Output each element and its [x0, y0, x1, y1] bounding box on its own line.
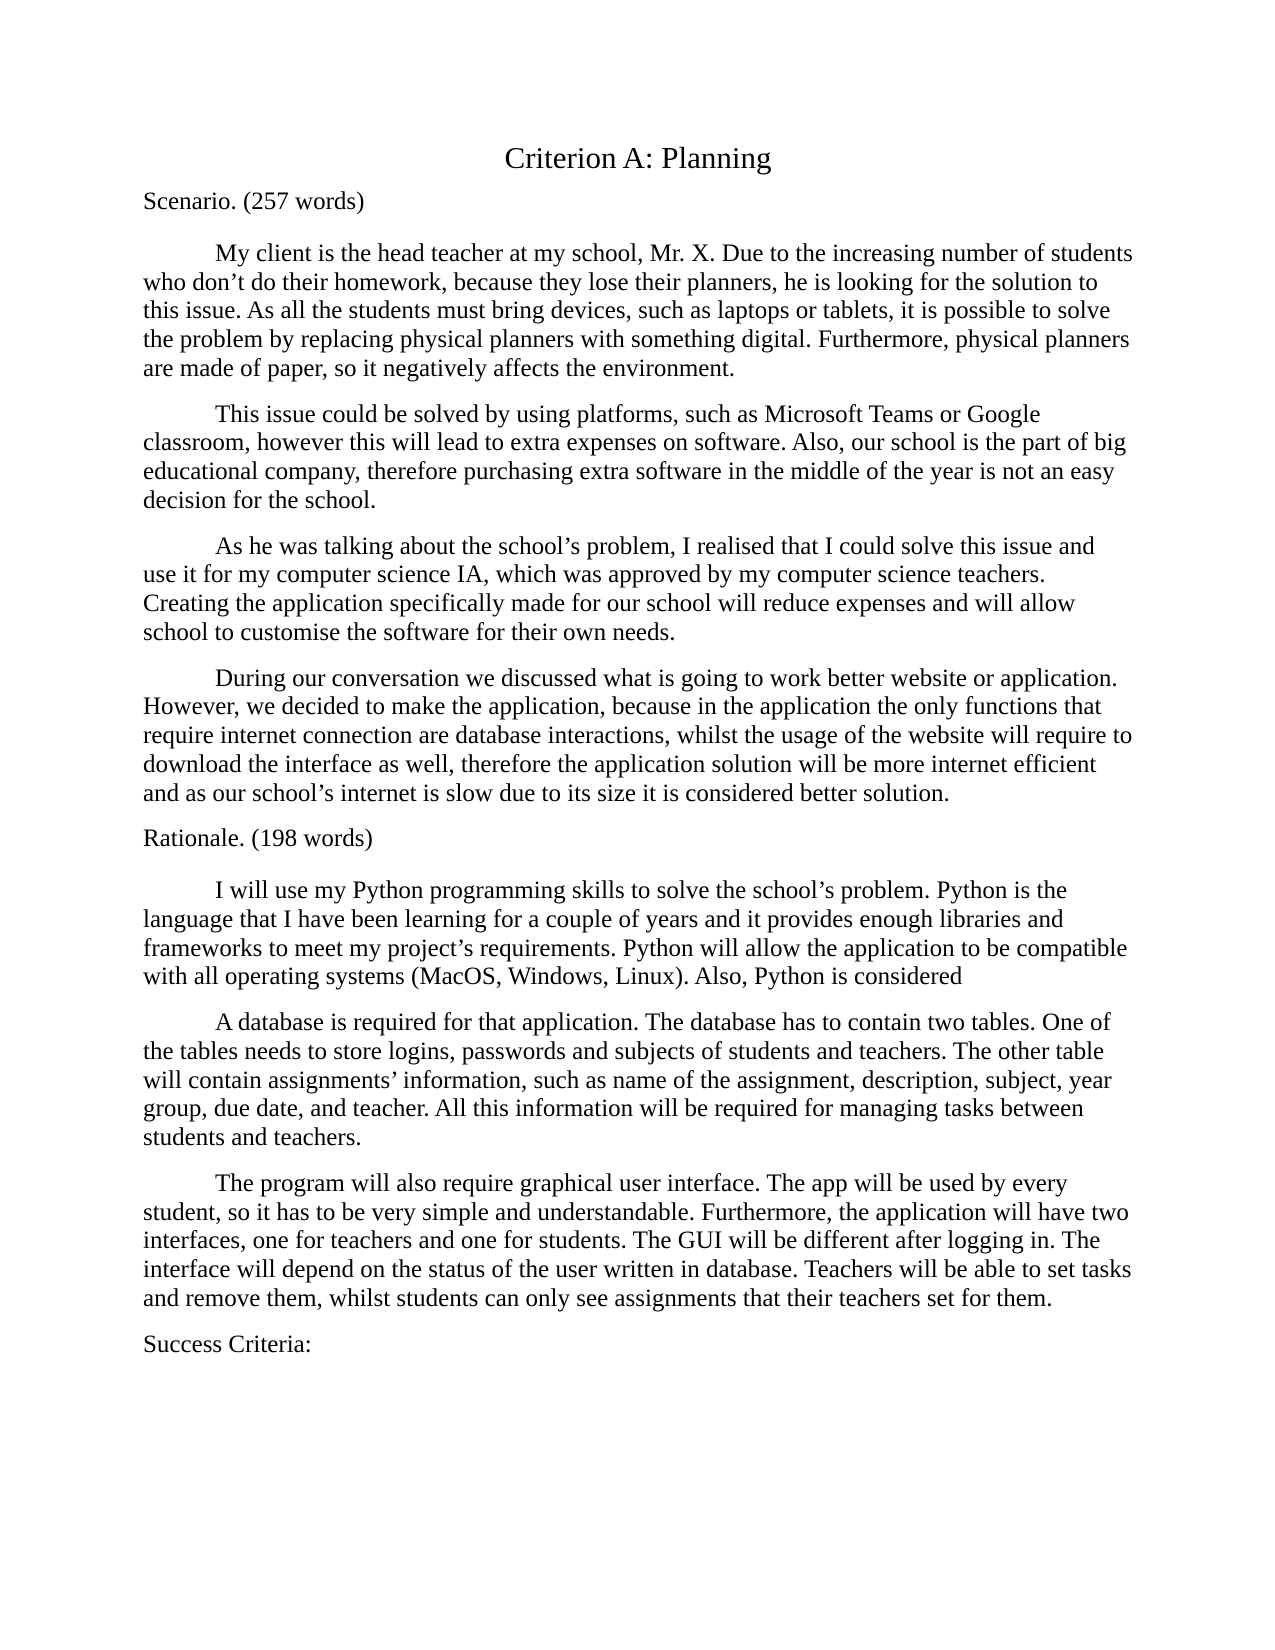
paragraph: I will use my Python programming skills to solve the school’s problem. Python is the language that I have been learning for a couple of years and it provides enough libraries and frameworks to meet my project’s requirements. Python will allow the application to be compatible with all operating systems (MacOS, Windows, Linux). Also, Python is considered — [143, 877, 1128, 991]
section-rationale — [143, 825, 1133, 1313]
paragraph: During our conversation we discussed what is going to work better website or application. However, we decided to make the application, because in the application the only functions that require internet connection are database interactions, whilst the usage of the website will require to download the interface as well, therefore the application solution will be more internet efficient and as our school’s internet is slow due to its size it is considered better solution. — [143, 664, 1133, 807]
paragraph: The program will also require graphical user interface. The app will be used by every student, so it has to be very simple and understandable. Furthermore, the application will have two interfaces, one for teachers and one for students. The GUI will be different after logging in. The interface will depend on the status of the user written in database. Teachers will be able to set tasks and remove them, whilst students can only see assignments that their teachers set for them. — [143, 1169, 1132, 1312]
section-scenario — [143, 188, 1133, 808]
paragraph: As he was talking about the school’s problem, I realised that I could solve this issue and use it for my computer science IA, which was approved by my computer science teachers. Creating the application specifically made for our school will reduce expenses and will allow school to customise the software for their own needs. — [143, 532, 1095, 646]
section-heading-scenario: Scenario. (257 words) — [143, 188, 365, 215]
paragraph: A database is required for that application. The database has to contain two tables. One of the tables needs to store logins, passwords and subjects of students and teachers. The other table will contain assignments’ information, such as name of the assignment, description, subject, year group, due date, and teacher. All this information will be required for managing tasks between students and teachers. — [143, 1009, 1112, 1151]
paragraph: My client is the head teacher at my school, Mr. X. Due to the increasing number of students who don’t do their homework, because they lose their planners, he is looking for the solution to this issue. As all the students must bring devices, such as laptops or tablets, it is possible to solve the problem by replacing physical planners with something digital. Furthermore, physical planners are made of paper, so it negatively affects the environment. — [143, 239, 1133, 382]
section-success-criteria — [143, 1331, 1133, 1360]
paragraph: This issue could be solved by using platforms, such as Microsoft Teams or Google classroom, however this will lead to extra expenses on software. Also, our school is the part of big educational company, therefore purchasing extra software in the middle of the year is not an easy decision for the school. — [143, 400, 1127, 514]
document-title: Criterion A: Planning — [504, 140, 772, 175]
section-heading-success-criteria: Success Criteria: — [143, 1330, 312, 1358]
section-heading-rationale: Rationale. (198 words) — [143, 825, 373, 853]
